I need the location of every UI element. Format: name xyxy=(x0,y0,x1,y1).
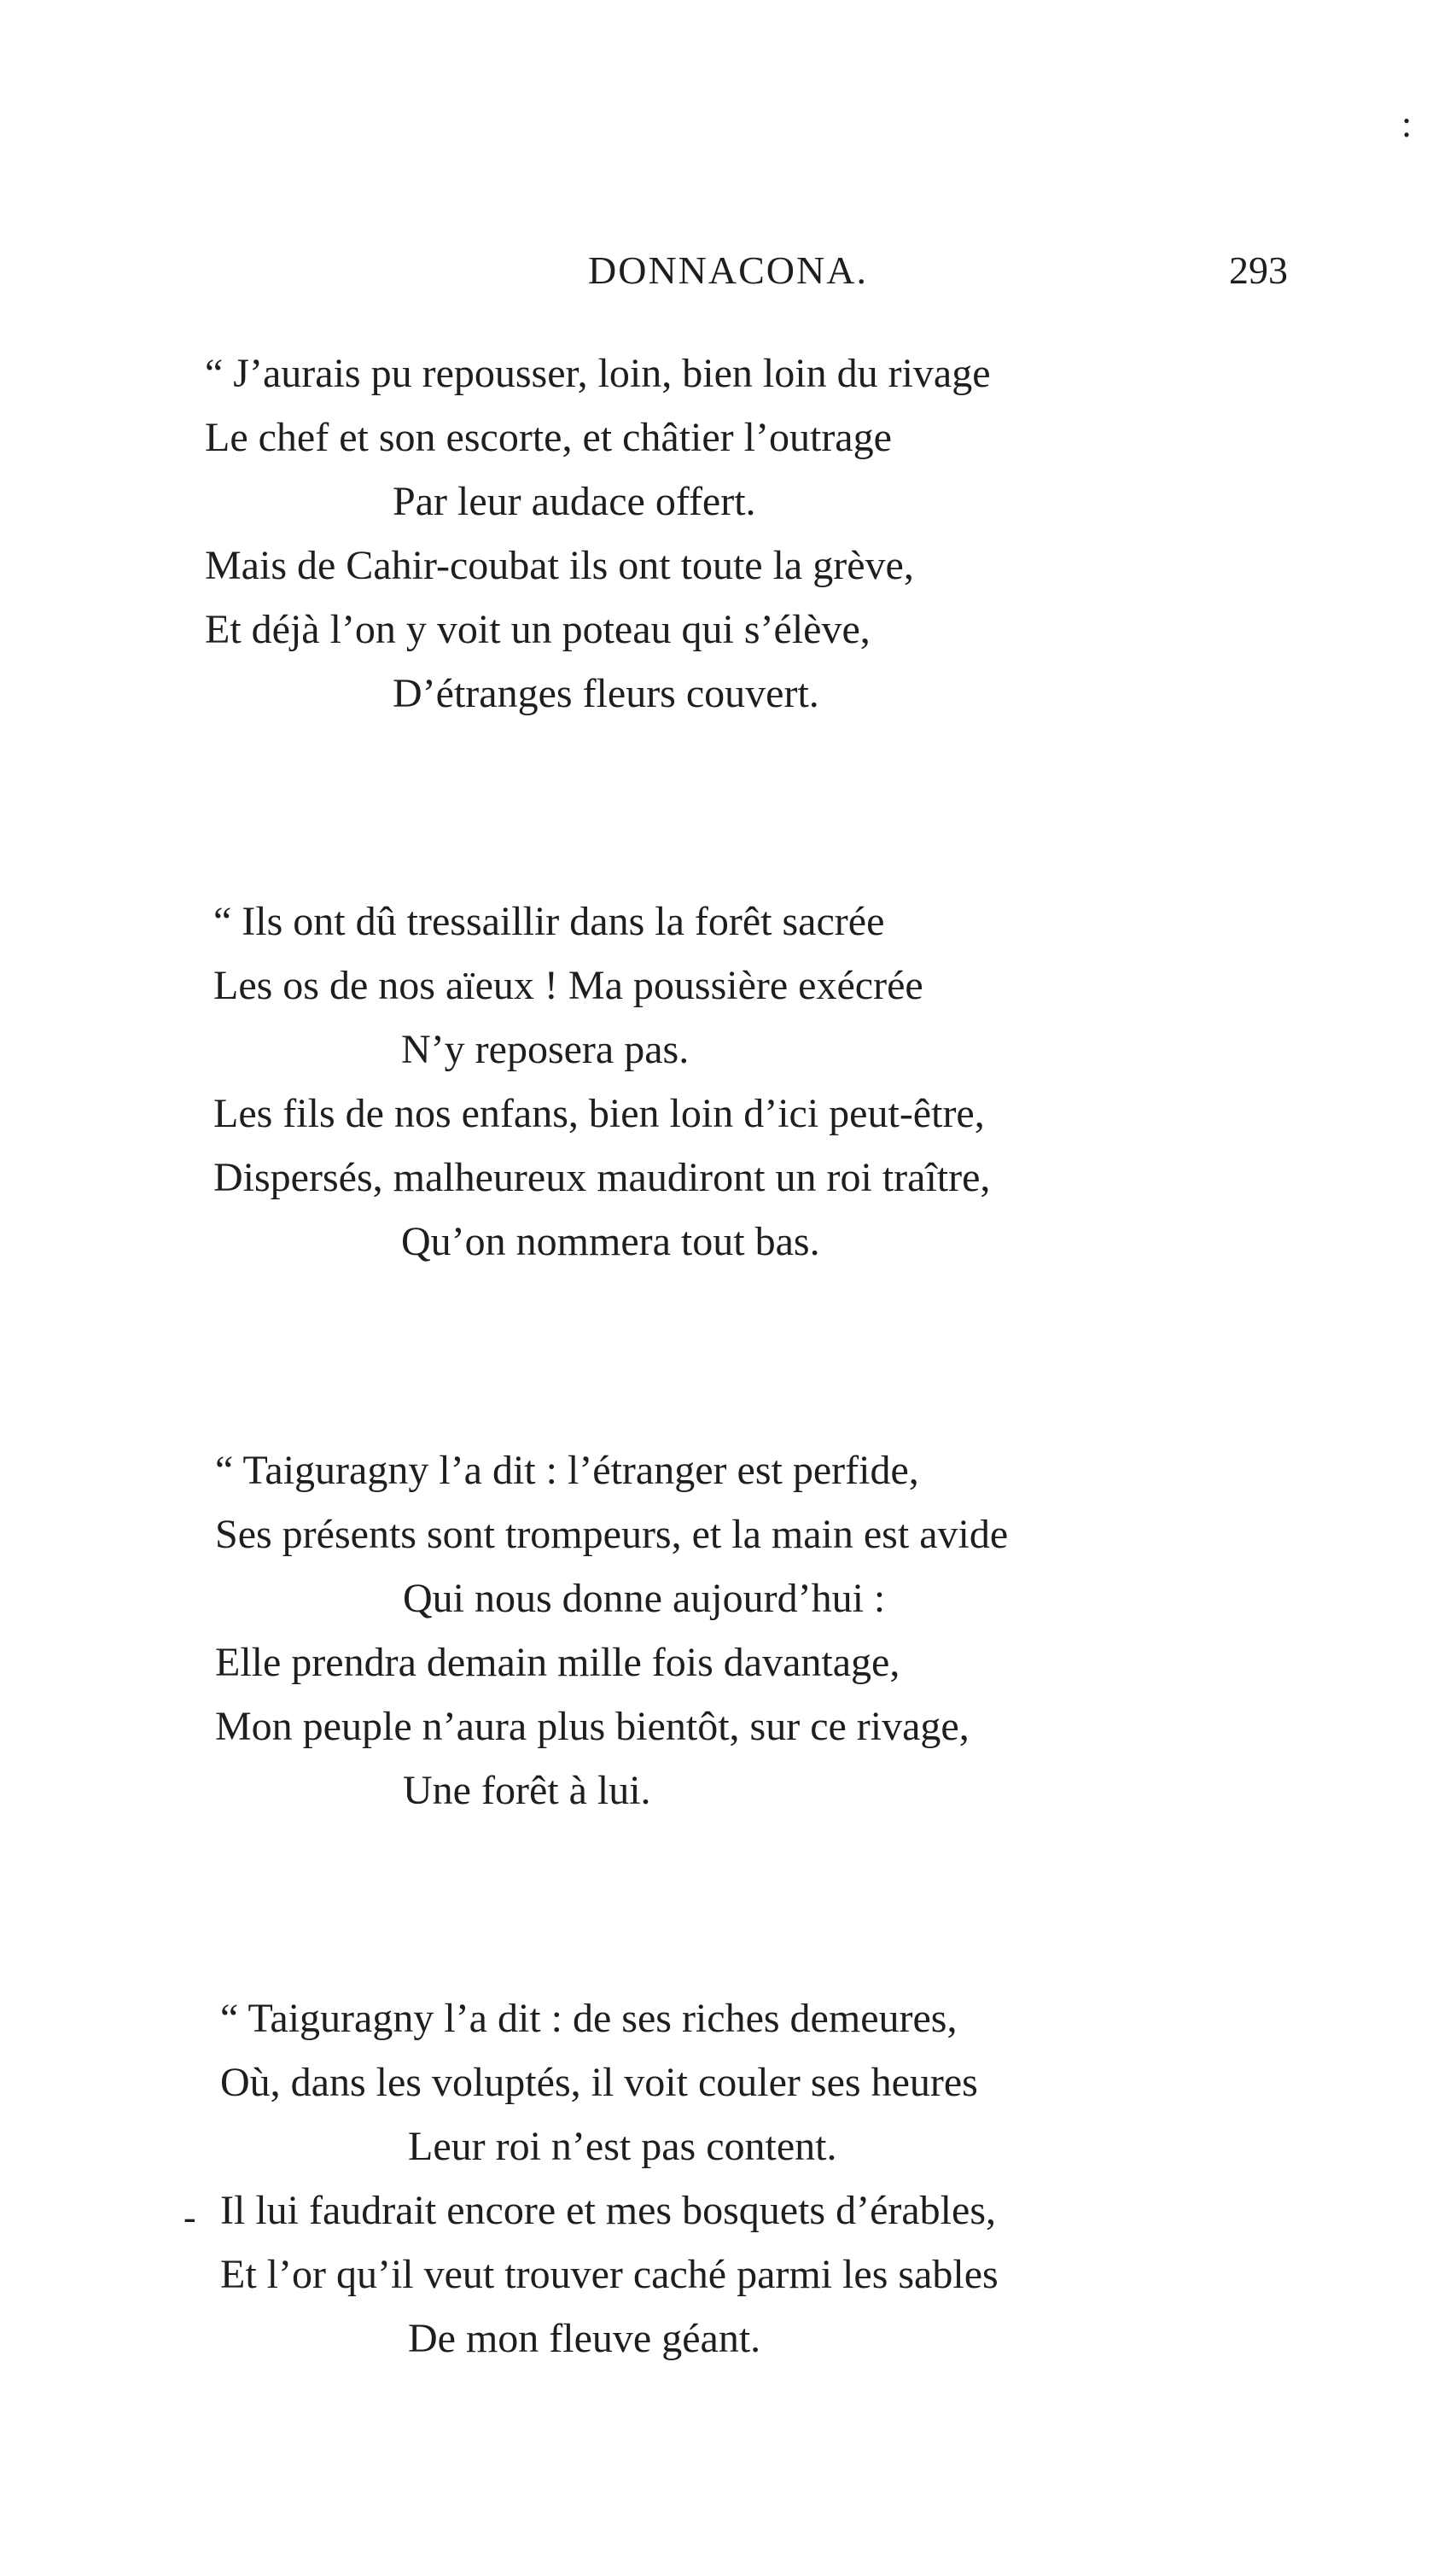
stanza-1 xyxy=(205,341,1314,726)
verse-line: Les os de nos aïeux ! Ma poussière exécrée xyxy=(213,963,923,1008)
verse-line-refrain: Une forêt à lui. xyxy=(403,1768,651,1813)
stanza-2 xyxy=(213,889,1323,1274)
verse-line: “ Taiguragny l’a dit : l’étranger est perfide, xyxy=(215,1448,919,1493)
verse-line: “ Ils ont dû tressaillir dans la forêt sacrée xyxy=(213,899,885,944)
running-head-title: DONNACONA. xyxy=(588,248,868,292)
margin-dash-mark: - xyxy=(183,2196,196,2238)
verse-line: Et déjà l’on y voit un poteau qui s’élève, xyxy=(205,607,871,652)
verse-line-refrain: Leur roi n’est pas content. xyxy=(408,2124,837,2169)
top-margin-mark: : xyxy=(1401,103,1412,145)
stanza-3 xyxy=(215,1438,1325,1822)
verse-line: Elle prendra demain mille fois davantage, xyxy=(215,1640,900,1685)
stanza-4 xyxy=(220,1986,1330,2371)
page-number: 293 xyxy=(1229,248,1288,292)
verse-line: Dispersés, malheureux maudiront un roi traître, xyxy=(213,1155,991,1200)
verse-line: Mais de Cahir-coubat ils ont toute la grève, xyxy=(205,543,914,588)
verse-line: Ses présents sont trompeurs, et la main est avide xyxy=(215,1512,1009,1557)
verse-line: “ Taiguragny l’a dit : de ses riches demeures, xyxy=(220,1996,958,2041)
verse-line: Le chef et son escorte, et châtier l’outrage xyxy=(205,415,892,460)
verse-line: Les fils de nos enfans, bien loin d’ici peut-être, xyxy=(213,1091,985,1136)
verse-line-refrain: N’y reposera pas. xyxy=(401,1027,690,1072)
verse-line: Il lui faudrait encore et mes bosquets d’érables, xyxy=(220,2188,996,2233)
verse-line-refrain: D’étranges fleurs couvert. xyxy=(393,671,819,716)
verse-line: “ J’aurais pu repousser, loin, bien loin du rivage xyxy=(205,351,991,396)
verse-line: Et l’or qu’il veut trouver caché parmi les sables xyxy=(220,2252,999,2297)
verse-line-refrain: Qui nous donne aujourd’hui : xyxy=(403,1576,886,1621)
verse-line: Où, dans les voluptés, il voit couler ses heures xyxy=(220,2060,978,2105)
verse-line-refrain: De mon fleuve géant. xyxy=(408,2316,761,2361)
verse-line: Mon peuple n’aura plus bientôt, sur ce rivage, xyxy=(215,1704,970,1749)
verse-line-refrain: Par leur audace offert. xyxy=(393,479,756,524)
verse-line-refrain: Qu’on nommera tout bas. xyxy=(401,1219,820,1264)
